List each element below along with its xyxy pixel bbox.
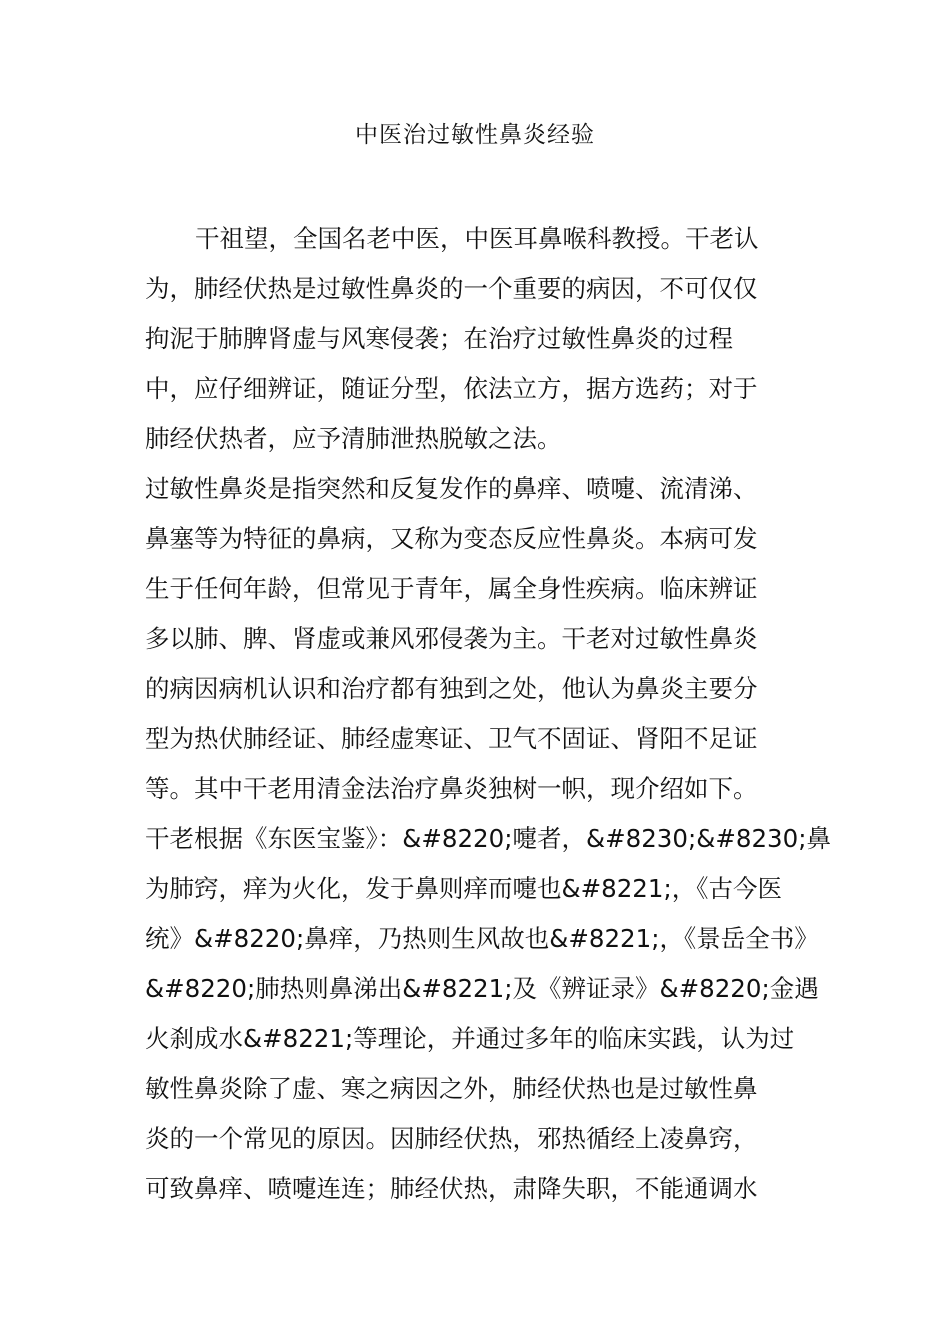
paragraph-line: 为，肺经伏热是过敏性鼻炎的一个重要的病因，不可仅仅 [145, 274, 758, 303]
paragraph-line: 可致鼻痒、喷嚏连连；肺经伏热，肃降失职，不能通调水 [145, 1174, 758, 1203]
paragraph-line: 为肺窍，痒为火化，发于鼻则痒而嚏也&#8221;，《古今医 [145, 874, 782, 903]
paragraph-line: 多以肺、脾、肾虚或兼风邪侵袭为主。干老对过敏性鼻炎 [145, 624, 758, 653]
paragraph-line: 敏性鼻炎除了虚、寒之病因之外，肺经伏热也是过敏性鼻 [145, 1074, 758, 1103]
paragraph-line: 火刹成水&#8221;等理论，并通过多年的临床实践，认为过 [145, 1024, 795, 1053]
paragraph-line: 等。其中干老用清金法治疗鼻炎独树一帜，现介绍如下。 [145, 774, 758, 803]
paragraph-line: &#8220;肺热则鼻涕出&#8221;及《辨证录》&#8220;金遇 [145, 974, 819, 1003]
paragraph-line: 统》&#8220;鼻痒，乃热则生风故也&#8221;，《景岳全书》 [145, 924, 819, 953]
paragraph-line: 干老根据《东医宝鉴》：&#8220;嚏者，&#8230;&#8230;鼻 [145, 824, 831, 853]
paragraph-line: 肺经伏热者，应予清肺泄热脱敏之法。 [145, 424, 562, 453]
paragraph-line: 干祖望，全国名老中医，中医耳鼻喉科教授。干老认 [195, 224, 759, 253]
paragraph-line: 炎的一个常见的原因。因肺经伏热，邪热循经上凌鼻窍， [145, 1124, 758, 1153]
paragraph-line: 型为热伏肺经证、肺经虚寒证、卫气不固证、肾阳不足证 [145, 724, 758, 753]
document-title: 中医治过敏性鼻炎经验 [355, 122, 595, 148]
paragraph-line: 生于任何年龄，但常见于青年，属全身性疾病。临床辨证 [145, 574, 758, 603]
document-body [145, 214, 831, 1214]
paragraph-line: 过敏性鼻炎是指突然和反复发作的鼻痒、喷嚏、流清涕、 [145, 474, 758, 503]
paragraph-line: 拘泥于肺脾肾虚与风寒侵袭；在治疗过敏性鼻炎的过程 [145, 324, 733, 353]
paragraph-line: 的病因病机认识和治疗都有独到之处，他认为鼻炎主要分 [145, 674, 758, 703]
paragraph-line: 中，应仔细辨证，随证分型，依法立方，据方选药；对于 [145, 374, 758, 403]
paragraph-line: 鼻塞等为特征的鼻病，又称为变态反应性鼻炎。本病可发 [145, 524, 758, 553]
